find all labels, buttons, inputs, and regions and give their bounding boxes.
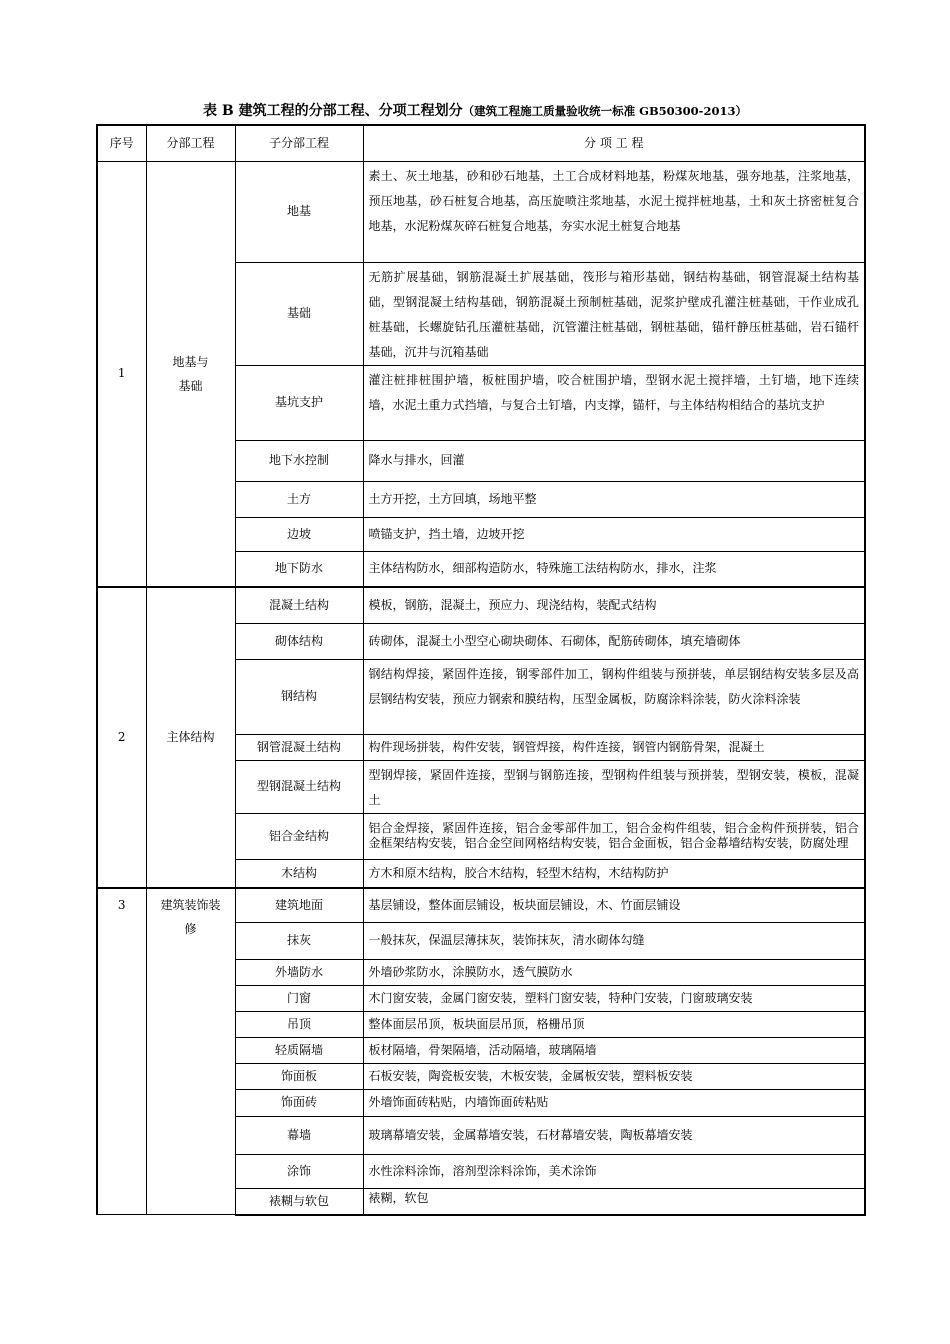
items-cell: 构件现场拼装，构件安装，钢管焊接，构件连接，钢管内钢筋骨架，混凝土 bbox=[363, 734, 865, 760]
items-cell: 钢结构焊接，紧固件连接，钢零部件加工，钢构件组装与预拼装，单层钢结构安装多层及高层钢结构安装，预应力钢索和膜结构，压型金属板，防腐涂料涂装，防火涂料涂装 bbox=[363, 659, 865, 734]
subdivision-cell: 裱糊与软包 bbox=[235, 1188, 363, 1215]
items-cell: 型钢焊接，紧固件连接，型钢与钢筋连接，型钢构件组装与预拼装，型钢安装，模板，混凝土 bbox=[363, 760, 865, 813]
group-seq: 1 bbox=[97, 161, 146, 587]
table-row bbox=[97, 161, 865, 262]
items-cell: 木门窗安装，金属门窗安装，塑料门窗安装，特种门安装，门窗玻璃安装 bbox=[363, 985, 865, 1011]
subdivision-cell: 型钢混凝土结构 bbox=[235, 760, 363, 813]
header-division: 分部工程 bbox=[146, 125, 235, 161]
subdivision-cell: 钢结构 bbox=[235, 659, 363, 734]
subdivision-cell: 外墙防水 bbox=[235, 959, 363, 985]
subdivision-cell: 地下水控制 bbox=[235, 440, 363, 481]
items-cell: 一般抹灰，保温层薄抹灰，装饰抹灰，清水砌体勾缝 bbox=[363, 922, 865, 959]
subdivision-cell: 建筑地面 bbox=[235, 888, 363, 922]
subdivision-cell: 地下防水 bbox=[235, 551, 363, 587]
group-seq: 3 bbox=[97, 888, 146, 1215]
items-cell: 降水与排水，回灌 bbox=[363, 440, 865, 481]
items-cell: 无筋扩展基础，钢筋混凝土扩展基础，筏形与箱形基础，钢结构基础，钢管混凝土结构基础，型钢混凝土结构基础，钢筋混凝土预制桩基础，泥浆护壁成孔灌注桩基础，干作业成孔桩基础，长螺旋钻孔压灌桩基础，沉管灌注桩基础，钢桩基础，锚杆静压桩基础，岩石锚杆基础，沉井与沉箱基础 bbox=[363, 262, 865, 365]
items-cell: 主体结构防水，细部构造防水，特殊施工法结构防水，排水，注浆 bbox=[363, 551, 865, 587]
subdivision-cell: 钢管混凝土结构 bbox=[235, 734, 363, 760]
items-cell: 外墙饰面砖粘贴，内墙饰面砖粘贴 bbox=[363, 1089, 865, 1116]
items-cell: 石板安装，陶瓷板安装，木板安装，金属板安装，塑料板安装 bbox=[363, 1063, 865, 1089]
items-cell: 素土、灰土地基，砂和砂石地基，土工合成材料地基，粉煤灰地基，强夯地基，注浆地基，预压地基，砂石桩复合地基，高压旋喷注浆地基，水泥土搅拌桩地基，土和灰土挤密桩复合地基，水泥粉煤灰碎石桩复合地基，夯实水泥土桩复合地基 bbox=[363, 161, 865, 262]
subdivision-cell: 门窗 bbox=[235, 985, 363, 1011]
subdivision-cell: 砌体结构 bbox=[235, 623, 363, 659]
items-cell: 模板，钢筋，混凝土，预应力、现浇结构，装配式结构 bbox=[363, 587, 865, 623]
header-subdivision: 子分部工程 bbox=[235, 125, 363, 161]
subdivision-cell: 饰面砖 bbox=[235, 1089, 363, 1116]
subdivision-cell: 饰面板 bbox=[235, 1063, 363, 1089]
table-row bbox=[97, 888, 865, 922]
group-division bbox=[146, 161, 235, 587]
subdivision-cell: 轻质隔墙 bbox=[235, 1037, 363, 1063]
group-division bbox=[146, 888, 235, 1215]
subdivision-cell: 吊顶 bbox=[235, 1011, 363, 1037]
subdivision-cell: 木结构 bbox=[235, 859, 363, 888]
subdivision-cell: 幕墙 bbox=[235, 1116, 363, 1154]
subdivision-cell: 边坡 bbox=[235, 517, 363, 551]
subdivision-cell: 混凝土结构 bbox=[235, 587, 363, 623]
division-label: 建筑装饰装修 bbox=[160, 898, 221, 936]
title-sub: （建筑工程施工质量验收统一标准 GB50300-2013） bbox=[462, 104, 747, 118]
items-cell: 方木和原木结构，胶合木结构，轻型木结构，木结构防护 bbox=[363, 859, 865, 888]
items-cell: 板材隔墙，骨架隔墙，活动隔墙，玻璃隔墙 bbox=[363, 1037, 865, 1063]
items-cell: 玻璃幕墙安装，金属幕墙安装，石材幕墙安装，陶板幕墙安装 bbox=[363, 1116, 865, 1154]
subdivision-cell: 基础 bbox=[235, 262, 363, 365]
subdivision-cell: 基坑支护 bbox=[235, 365, 363, 440]
items-cell: 土方开挖，土方回填，场地平整 bbox=[363, 481, 865, 517]
group-division: 主体结构 bbox=[146, 587, 235, 888]
items-cell: 水性涂料涂饰，溶剂型涂料涂饰，美术涂饰 bbox=[363, 1154, 865, 1188]
subdivision-cell: 涂饰 bbox=[235, 1154, 363, 1188]
division-table bbox=[96, 124, 866, 1216]
title-main: 表 B 建筑工程的分部工程、分项工程划分 bbox=[203, 103, 463, 119]
items-cell: 基层铺设，整体面层铺设，板块面层铺设，木、竹面层铺设 bbox=[363, 888, 865, 922]
items-cell: 铝合金焊接，紧固件连接，铝合金零部件加工，铝合金构件组装，铝合金构件预拼装，铝合金框架结构安装，铝合金空间网格结构安装，铝合金面板，铝合金幕墙结构安装，防腐处理 bbox=[363, 813, 865, 859]
header-items: 分 项 工 程 bbox=[363, 125, 865, 161]
items-cell: 外墙砂浆防水，涂膜防水，透气膜防水 bbox=[363, 959, 865, 985]
table-header-row bbox=[97, 125, 865, 161]
items-cell: 灌注桩排桩围护墙，板桩围护墙，咬合桩围护墙，型钢水泥土搅拌墙，土钉墙，地下连续墙，水泥土重力式挡墙，与复合土钉墙，内支撑，锚杆，与主体结构相结合的基坑支护 bbox=[363, 365, 865, 440]
subdivision-cell: 铝合金结构 bbox=[235, 813, 363, 859]
items-cell: 裱糊，软包 bbox=[363, 1188, 865, 1215]
subdivision-cell: 地基 bbox=[235, 161, 363, 262]
items-cell: 喷锚支护，挡土墙，边坡开挖 bbox=[363, 517, 865, 551]
items-cell: 整体面层吊顶，板块面层吊顶，格栅吊顶 bbox=[363, 1011, 865, 1037]
table-row bbox=[97, 587, 865, 623]
items-cell: 砖砌体，混凝土小型空心砌块砌体、石砌体，配筋砖砌体，填充墙砌体 bbox=[363, 623, 865, 659]
subdivision-cell: 土方 bbox=[235, 481, 363, 517]
division-label: 地基与基础 bbox=[172, 354, 209, 393]
header-seq: 序号 bbox=[97, 125, 146, 161]
group-seq: 2 bbox=[97, 587, 146, 888]
document-title bbox=[0, 101, 950, 121]
subdivision-cell: 抹灰 bbox=[235, 922, 363, 959]
